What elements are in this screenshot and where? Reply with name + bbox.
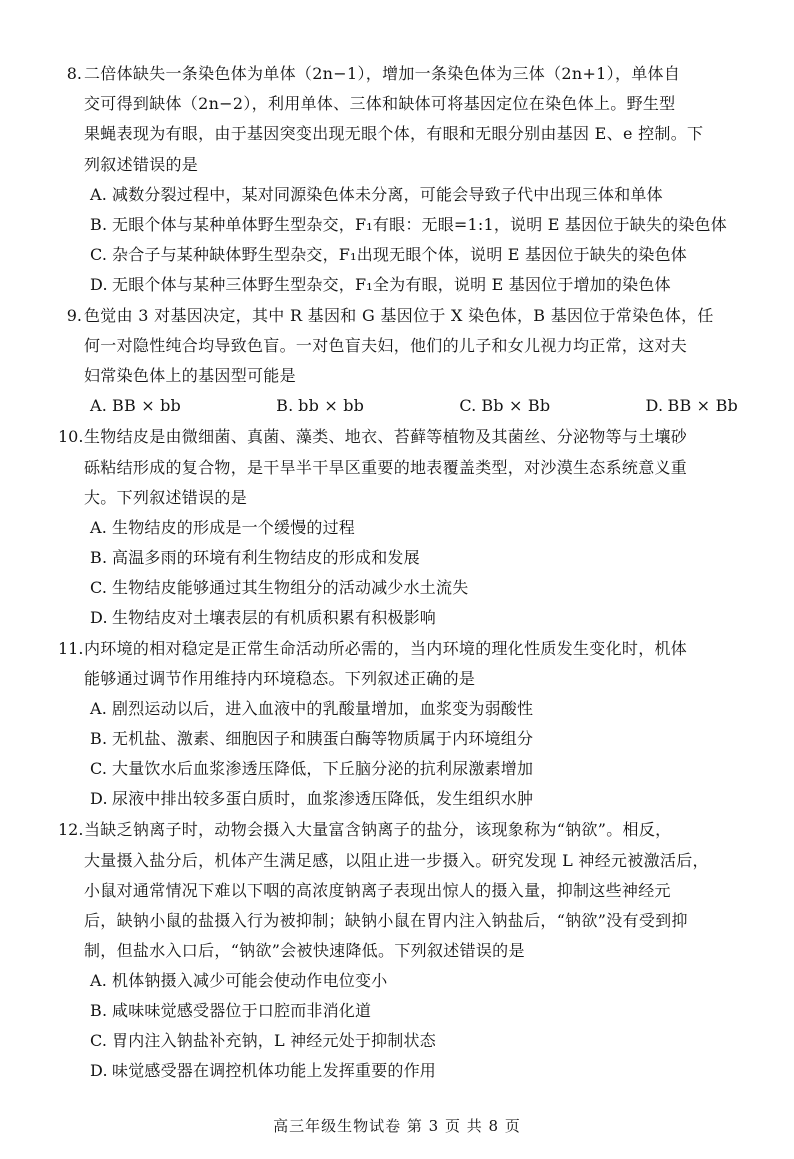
question-10 [58, 422, 744, 633]
option-label: A. [90, 518, 108, 538]
question-stem [84, 815, 744, 966]
option-label: D. [645, 396, 664, 416]
option-text: 无眼个体与某种单体野生型杂交，F₁有眼：无眼=1:1，说明 E 基因位于缺失的染色体 [112, 214, 727, 234]
option-text: 咸味味觉感受器位于口腔而非消化道 [112, 1001, 372, 1021]
option-text: 无机盐、激素、细胞因子和胰蛋白酶等物质属于内环境组分 [112, 729, 534, 749]
option-text: 高温多雨的环境有利生物结皮的形成和发展 [112, 548, 420, 568]
option-text: BB × Bb [667, 396, 738, 416]
option-b [90, 543, 744, 573]
stem-line: 小鼠对通常情况下难以下咽的高浓度钠离子表现出惊人的摄入量，抑制这些神经元 [84, 880, 671, 900]
option-list [84, 391, 744, 421]
option-text: 生物结皮的形成是一个缓慢的过程 [112, 518, 356, 538]
option-label: B. [90, 548, 108, 568]
question-stem [84, 422, 744, 513]
option-b [90, 996, 744, 1026]
stem-line: 制，但盐水入口后，“钠欲”会被快速降低。下列叙述错误的是 [84, 941, 525, 961]
option-label: D. [90, 608, 108, 628]
option-text: BB × bb [112, 396, 181, 416]
stem-line: 列叙述错误的是 [84, 154, 199, 174]
stem-line: 何一对隐性纯合均导致色盲。一对色盲夫妇，他们的儿子和女儿视力均正常，这对夫 [84, 336, 688, 356]
option-text: 味觉感受器在调控机体功能上发挥重要的作用 [112, 1061, 437, 1081]
stem-line: 大量摄入盐分后，机体产生满足感，以阻止进一步摄入。研究发现 L 神经元被激活后， [84, 850, 709, 870]
question-number: 9. [66, 305, 82, 325]
option-list [84, 513, 744, 633]
option-text: 机体钠摄入减少可能会使动作电位变小 [112, 971, 388, 991]
stem-line: 后，缺钠小鼠的盐摄入行为被抑制；缺钠小鼠在胃内注入钠盐后，“钠欲”没有受到抑 [84, 911, 688, 931]
stem-line: 果蝇表现为有眼，由于基因突变出现无眼个体，有眼和无眼分别由基因 E、e 控制。下 [84, 124, 704, 144]
option-c [90, 754, 744, 784]
option-label: D. [90, 789, 108, 809]
option-text: 生物结皮能够通过其生物组分的活动减少水土流失 [112, 578, 469, 598]
question-12 [58, 815, 744, 1086]
stem-line: 色觉由 3 对基因决定，其中 R 基因和 G 基因位于 X 染色体，B 基因位于常染色体，任 [84, 305, 714, 325]
option-a [90, 391, 181, 421]
option-text: 剧烈运动以后，进入血液中的乳酸量增加，血浆变为弱酸性 [112, 699, 534, 719]
option-d [90, 270, 744, 300]
option-label: C. [90, 578, 108, 598]
option-label: D. [90, 1061, 108, 1081]
option-d [90, 603, 744, 633]
option-text: 无眼个体与某种三体野生型杂交，F₁全为有眼，说明 E 基因位于增加的染色体 [112, 274, 671, 294]
option-list [84, 180, 744, 300]
option-label: A. [90, 971, 108, 991]
option-label: A. [90, 699, 108, 719]
option-label: B. [90, 729, 108, 749]
question-stem [84, 301, 744, 392]
option-a [90, 694, 744, 724]
stem-line: 当缺乏钠离子时，动物会摄入大量富含钠离子的盐分，该现象称为“钠欲”。相反， [84, 820, 672, 840]
page-footer: 高三年级生物试卷 第 3 页 共 8 页 [273, 1117, 521, 1135]
option-c [90, 240, 744, 270]
option-a [90, 513, 744, 543]
question-number: 8. [66, 64, 82, 83]
stem-line: 妇常染色体上的基因型可能是 [84, 366, 296, 386]
option-label: A. [90, 184, 108, 204]
stem-line: 生物结皮是由微细菌、真菌、藻类、地衣、苔藓等植物及其菌丝、分泌物等与土壤砂 [84, 427, 688, 447]
option-label: D. [90, 274, 108, 294]
option-label: A. [90, 396, 108, 416]
stem-line: 二倍体缺失一条染色体为单体（2n−1），增加一条染色体为三体（2n+1），单体自 [84, 64, 681, 83]
question-number: 10. [58, 427, 84, 447]
option-b [90, 210, 744, 240]
question-stem [84, 59, 744, 180]
question-stem [84, 634, 744, 694]
question-8 [66, 59, 744, 300]
option-d [645, 391, 738, 421]
option-text: 减数分裂过程中，某对同源染色体未分离，可能会导致子代中出现三体和单体 [112, 184, 663, 204]
option-text: 尿液中排出较多蛋白质时，血浆渗透压降低，发生组织水肿 [112, 789, 534, 809]
option-a [90, 180, 744, 210]
option-text: 杂合子与某种缺体野生型杂交，F₁出现无眼个体，说明 E 基因位于缺失的染色体 [112, 244, 687, 264]
option-text: 胃内注入钠盐补充钠，L 神经元处于抑制状态 [112, 1031, 436, 1051]
stem-line: 交可得到缺体（2n−2），利用单体、三体和缺体可将基因定位在染色体上。野生型 [84, 94, 676, 114]
option-label: C. [90, 759, 108, 779]
stem-line: 砾粘结形成的复合物，是干旱半干旱区重要的地表覆盖类型，对沙漠生态系统意义重 [84, 457, 688, 477]
option-b [276, 391, 364, 421]
question-number: 12. [58, 820, 84, 840]
option-c [90, 573, 744, 603]
question-9 [66, 301, 744, 422]
option-c [90, 1026, 744, 1056]
option-label: C. [90, 1031, 108, 1051]
option-list [84, 694, 744, 814]
option-a [90, 966, 744, 996]
option-label: C. [459, 396, 477, 416]
option-text: 生物结皮对土壤表层的有机质积累有积极影响 [112, 608, 437, 628]
option-label: B. [90, 214, 108, 234]
option-label: B. [90, 1001, 108, 1021]
option-d [90, 784, 744, 814]
stem-line: 大。下列叙述错误的是 [84, 487, 248, 507]
question-11 [58, 634, 744, 814]
option-d [90, 1056, 744, 1086]
option-text: Bb × Bb [481, 396, 551, 416]
question-number: 11. [58, 639, 84, 659]
option-text: bb × bb [298, 396, 365, 416]
option-label: B. [276, 396, 294, 416]
option-label: C. [90, 244, 108, 264]
option-text: 大量饮水后血浆渗透压降低，下丘脑分泌的抗利尿激素增加 [112, 759, 534, 779]
option-b [90, 724, 744, 754]
option-list [84, 966, 744, 1086]
stem-line: 能够通过调节作用维持内环境稳态。下列叙述正确的是 [84, 669, 476, 689]
option-c [459, 391, 550, 421]
stem-line: 内环境的相对稳定是正常生命活动所必需的，当内环境的理化性质发生变化时，机体 [84, 639, 688, 659]
